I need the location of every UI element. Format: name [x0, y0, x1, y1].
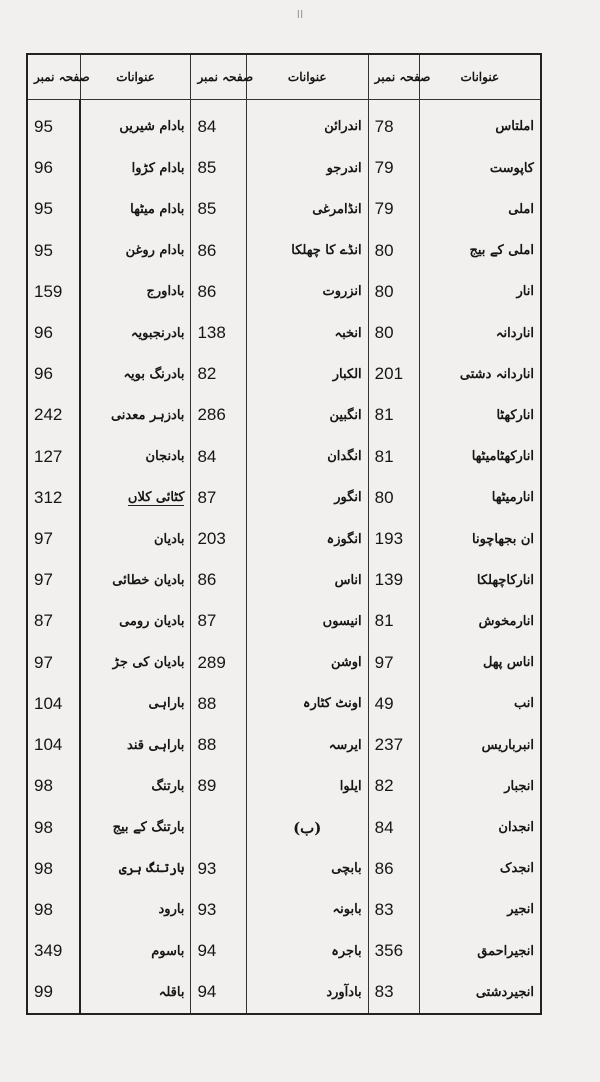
- title-cell: انجیراحمق: [419, 931, 541, 972]
- page-number-cell: 78: [368, 100, 419, 148]
- page-number-cell: 87: [191, 601, 246, 642]
- page-number-cell: 286: [191, 395, 246, 436]
- page-number-cell: 104: [27, 683, 80, 724]
- page-number-cell: 98: [27, 807, 80, 848]
- title-cell: بارتنگ ہری: [80, 848, 191, 889]
- title-cell: انبرباریس: [419, 725, 541, 766]
- page-number-cell: 88: [191, 725, 246, 766]
- table-row: [27, 560, 541, 601]
- title-cell: انجیر: [419, 889, 541, 930]
- title-cell: انب: [419, 683, 541, 724]
- page-number-cell: 139: [368, 560, 419, 601]
- page-number-cell: 95: [27, 100, 80, 148]
- page-no-header: صفحہ نمبر: [27, 54, 80, 100]
- title-cell: اندرائن: [246, 100, 368, 148]
- page-number-cell: 83: [368, 972, 419, 1014]
- table-row: [27, 889, 541, 930]
- titles-header: عنوانات: [80, 54, 191, 100]
- page-number-cell: 203: [191, 518, 246, 559]
- title-cell: باسوم: [80, 931, 191, 972]
- page-number-cell: 79: [368, 189, 419, 230]
- title-cell: اناس: [246, 560, 368, 601]
- page-number-cell: 99: [27, 972, 80, 1014]
- page-number-cell: 81: [368, 436, 419, 477]
- title-cell: بابونہ: [246, 889, 368, 930]
- table-row: [27, 100, 541, 148]
- page-number-cell: 95: [27, 189, 80, 230]
- title-cell: انڈامرغی: [246, 189, 368, 230]
- page-number-cell: 80: [368, 230, 419, 271]
- page-number-cell: 84: [191, 436, 246, 477]
- page-number-cell: 356: [368, 931, 419, 972]
- page-number-cell: 83: [368, 889, 419, 930]
- page-number-cell: 85: [191, 148, 246, 189]
- title-cell: املتاس: [419, 100, 541, 148]
- page-number: II: [296, 8, 304, 21]
- page-number-cell: 82: [368, 766, 419, 807]
- page-number-cell: 289: [191, 642, 246, 683]
- title-cell: بابچی: [246, 848, 368, 889]
- title-cell: انیسوں: [246, 601, 368, 642]
- page-number-cell: 159: [27, 271, 80, 312]
- page-number-cell: 79: [368, 148, 419, 189]
- page-number-cell: 81: [368, 601, 419, 642]
- title-cell: انجبار: [419, 766, 541, 807]
- page-number-cell: 193: [368, 518, 419, 559]
- title-cell: انگدان: [246, 436, 368, 477]
- title-cell: املی کے بیج: [419, 230, 541, 271]
- page-number-cell: 127: [27, 436, 80, 477]
- title-cell: اناردانہ دشتی: [419, 354, 541, 395]
- page-number-cell: 80: [368, 271, 419, 312]
- page-number-cell: 80: [368, 477, 419, 518]
- title-cell: بادام میٹھا: [80, 189, 191, 230]
- title-cell: بادزہر معدنی: [80, 395, 191, 436]
- table-row: [27, 972, 541, 1014]
- page-number-cell: 349: [27, 931, 80, 972]
- titles-header: عنوانات: [246, 54, 368, 100]
- title-cell: اونٹ کٹارہ: [246, 683, 368, 724]
- title-cell: انارکھٹامیٹھا: [419, 436, 541, 477]
- page-number-cell: 84: [368, 807, 419, 848]
- page-number-cell: 87: [191, 477, 246, 518]
- title-cell: ایرسہ: [246, 725, 368, 766]
- table-row: [27, 848, 541, 889]
- page-number-cell: 86: [191, 560, 246, 601]
- titles-header: عنوانات: [419, 54, 541, 100]
- page-number-cell: 97: [27, 518, 80, 559]
- page-number-cell: 95: [27, 230, 80, 271]
- page-number-cell: 49: [368, 683, 419, 724]
- title-cell: بادرنگ بویہ: [80, 354, 191, 395]
- title-cell: انخبہ: [246, 312, 368, 353]
- title-cell: املی: [419, 189, 541, 230]
- page-number-cell: 81: [368, 395, 419, 436]
- title-cell: انارمیٹھا: [419, 477, 541, 518]
- table-row: [27, 354, 541, 395]
- table-row: [27, 436, 541, 477]
- title-cell: انجدک: [419, 848, 541, 889]
- table-row: [27, 725, 541, 766]
- page-number-cell: 98: [27, 766, 80, 807]
- title-cell: بادام کڑوا: [80, 148, 191, 189]
- page-number-cell: 85: [191, 189, 246, 230]
- title-cell: بارتنگ کے بیج: [80, 807, 191, 848]
- title-cell: الکبار: [246, 354, 368, 395]
- page-number-cell: 82: [191, 354, 246, 395]
- title-cell: اناس پھل: [419, 642, 541, 683]
- title-cell: بادام شیریں: [80, 100, 191, 148]
- page-number-cell: 96: [27, 312, 80, 353]
- title-cell: باقلہ: [80, 972, 191, 1014]
- page-number-cell: 98: [27, 889, 80, 930]
- table-row: [27, 395, 541, 436]
- title-cell: کاپوست: [419, 148, 541, 189]
- title-cell: باجرہ: [246, 931, 368, 972]
- title-cell: بادیان رومی: [80, 601, 191, 642]
- page-number-cell: 97: [368, 642, 419, 683]
- page-number-cell: 104: [27, 725, 80, 766]
- table-row: [27, 477, 541, 518]
- title-cell: بادیان خطائی: [80, 560, 191, 601]
- page-no-header: صفحہ نمبر: [191, 54, 246, 100]
- table-row: [27, 312, 541, 353]
- title-cell: ایلوا: [246, 766, 368, 807]
- page-number-cell: 312: [27, 477, 80, 518]
- page-number-cell: 89: [191, 766, 246, 807]
- page-number-cell: 96: [27, 354, 80, 395]
- title-cell: بارتنگ: [80, 766, 191, 807]
- title-cell: بادآورد: [246, 972, 368, 1014]
- title-cell: انزروت: [246, 271, 368, 312]
- table-row: [27, 148, 541, 189]
- title-cell: بادرنجبویہ: [80, 312, 191, 353]
- title-cell: انجیردشتی: [419, 972, 541, 1014]
- page-number-cell: 237: [368, 725, 419, 766]
- page-number-cell: 86: [368, 848, 419, 889]
- page-number-cell: [191, 807, 246, 848]
- title-cell: [80, 477, 191, 518]
- page-number-cell: 88: [191, 683, 246, 724]
- page-number-cell: 242: [27, 395, 80, 436]
- index-table: [26, 53, 542, 1015]
- page-number-cell: 94: [191, 931, 246, 972]
- page-number-cell: 97: [27, 560, 80, 601]
- table-row: [27, 807, 541, 848]
- title-cell: باداورج: [80, 271, 191, 312]
- title-cell: باراہی قند: [80, 725, 191, 766]
- page-number-cell: 86: [191, 230, 246, 271]
- title-cell: انارکھٹا: [419, 395, 541, 436]
- title-cell: بارود: [80, 889, 191, 930]
- table-row: [27, 601, 541, 642]
- title-cell: بادیان: [80, 518, 191, 559]
- table-row: [27, 766, 541, 807]
- table-row: [27, 271, 541, 312]
- table-row: [27, 642, 541, 683]
- title-cell: انارکاچھلکا: [419, 560, 541, 601]
- title-cell: انگوزہ: [246, 518, 368, 559]
- page-number-cell: 93: [191, 889, 246, 930]
- page-number-cell: 86: [191, 271, 246, 312]
- page-number-cell: 96: [27, 148, 80, 189]
- title-cell: انار: [419, 271, 541, 312]
- page-number-cell: 98: [27, 848, 80, 889]
- page-no-header: صفحہ نمبر: [368, 54, 419, 100]
- page-number-cell: 97: [27, 642, 80, 683]
- table-row: [27, 518, 541, 559]
- page-number-cell: 138: [191, 312, 246, 353]
- title-cell: انگبین: [246, 395, 368, 436]
- title-cell: اناردانہ: [419, 312, 541, 353]
- title-text: کٹائی کلاں: [127, 490, 185, 506]
- title-cell: بادام روغن: [80, 230, 191, 271]
- title-cell: ان بجھاچونا: [419, 518, 541, 559]
- table-row: [27, 230, 541, 271]
- title-cell: اوشن: [246, 642, 368, 683]
- title-cell: اندرجو: [246, 148, 368, 189]
- header-row: [27, 54, 541, 100]
- title-cell: بادیان کی جڑ: [80, 642, 191, 683]
- title-cell: (ب): [246, 807, 368, 848]
- title-cell: انجدان: [419, 807, 541, 848]
- title-cell: بادنجان: [80, 436, 191, 477]
- title-cell: انڈے کا چھلکا: [246, 230, 368, 271]
- page-number-cell: 80: [368, 312, 419, 353]
- table-row: [27, 931, 541, 972]
- page-number-cell: 84: [191, 100, 246, 148]
- title-cell: باراہی: [80, 683, 191, 724]
- table-row: [27, 189, 541, 230]
- table-row: [27, 683, 541, 724]
- title-cell: انگور: [246, 477, 368, 518]
- title-cell: انارمخوش: [419, 601, 541, 642]
- page-number-cell: 93: [191, 848, 246, 889]
- page-number-cell: 201: [368, 354, 419, 395]
- page-number-cell: 87: [27, 601, 80, 642]
- page-number-cell: 94: [191, 972, 246, 1014]
